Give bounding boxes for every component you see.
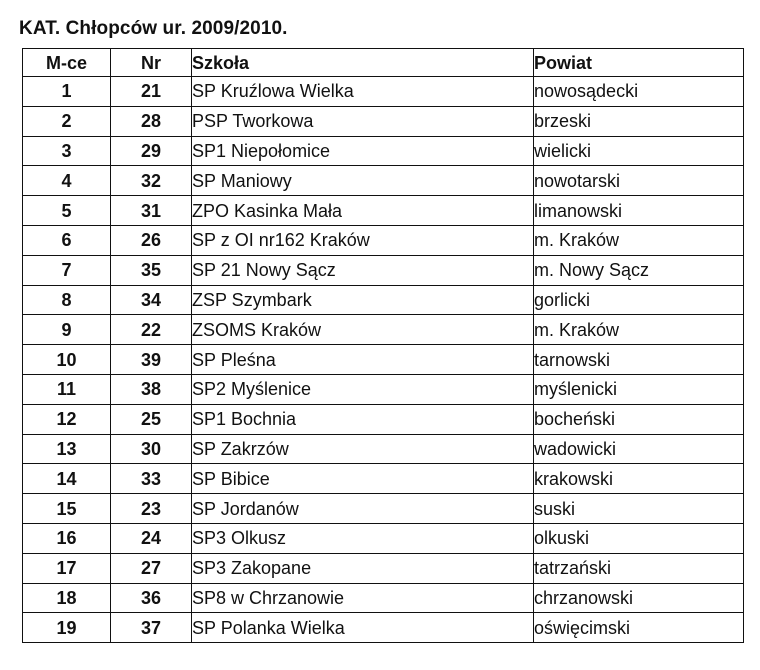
cell-county: brzeski [534,106,744,136]
cell-school: ZPO Kasinka Mała [192,196,534,226]
cell-school: SP z OI nr162 Kraków [192,225,534,255]
cell-school: SP8 w Chrzanowie [192,583,534,613]
cell-number: 28 [111,106,192,136]
cell-number: 34 [111,285,192,315]
cell-number: 22 [111,315,192,345]
cell-number: 23 [111,494,192,524]
cell-number: 24 [111,523,192,553]
table-header [23,49,744,77]
table-row [23,77,744,107]
cell-place: 14 [23,464,111,494]
cell-place: 6 [23,225,111,255]
table-row [23,285,744,315]
table-row [23,166,744,196]
cell-number: 31 [111,196,192,226]
cell-place: 3 [23,136,111,166]
cell-county: limanowski [534,196,744,226]
cell-county: gorlicki [534,285,744,315]
table-row [23,136,744,166]
cell-county: wadowicki [534,434,744,464]
cell-number: 27 [111,553,192,583]
cell-number: 39 [111,345,192,375]
cell-school: SP Bibice [192,464,534,494]
cell-number: 29 [111,136,192,166]
cell-school: SP1 Bochnia [192,404,534,434]
table-row [23,613,744,643]
cell-county: bocheński [534,404,744,434]
cell-number: 38 [111,374,192,404]
table-row [23,196,744,226]
header-row [23,49,744,77]
cell-county: oświęcimski [534,613,744,643]
cell-place: 19 [23,613,111,643]
cell-school: SP1 Niepołomice [192,136,534,166]
cell-county: tatrzański [534,553,744,583]
cell-number: 35 [111,255,192,285]
cell-school: SP Polanka Wielka [192,613,534,643]
cell-place: 9 [23,315,111,345]
cell-number: 30 [111,434,192,464]
cell-number: 26 [111,225,192,255]
cell-number: 21 [111,77,192,107]
cell-county: chrzanowski [534,583,744,613]
cell-county: suski [534,494,744,524]
table-row [23,374,744,404]
cell-place: 4 [23,166,111,196]
table-row [23,404,744,434]
cell-place: 8 [23,285,111,315]
table-body [23,77,744,643]
cell-number: 36 [111,583,192,613]
cell-county: krakowski [534,464,744,494]
cell-county: nowotarski [534,166,744,196]
cell-place: 5 [23,196,111,226]
table-row [23,523,744,553]
table-row [23,553,744,583]
cell-place: 15 [23,494,111,524]
cell-school: ZSP Szymbark [192,285,534,315]
cell-school: ZSOMS Kraków [192,315,534,345]
cell-school: SP Maniowy [192,166,534,196]
cell-place: 1 [23,77,111,107]
cell-school: PSP Tworkowa [192,106,534,136]
table-row [23,494,744,524]
cell-place: 13 [23,434,111,464]
cell-place: 11 [23,374,111,404]
cell-school: SP Kruźlowa Wielka [192,77,534,107]
cell-county: nowosądecki [534,77,744,107]
cell-place: 7 [23,255,111,285]
cell-place: 17 [23,553,111,583]
cell-school: SP 21 Nowy Sącz [192,255,534,285]
header-place: M-ce [23,49,111,77]
cell-county: tarnowski [534,345,744,375]
cell-school: SP Zakrzów [192,434,534,464]
header-number: Nr [111,49,192,77]
cell-county: m. Nowy Sącz [534,255,744,285]
header-school: Szkoła [192,49,534,77]
cell-county: myślenicki [534,374,744,404]
cell-school: SP3 Zakopane [192,553,534,583]
cell-place: 16 [23,523,111,553]
table-row [23,583,744,613]
cell-county: wielicki [534,136,744,166]
cell-number: 25 [111,404,192,434]
results-table [22,48,744,643]
cell-number: 32 [111,166,192,196]
cell-number: 37 [111,613,192,643]
cell-place: 18 [23,583,111,613]
cell-school: SP Jordanów [192,494,534,524]
cell-school: SP3 Olkusz [192,523,534,553]
table-row [23,255,744,285]
cell-county: m. Kraków [534,315,744,345]
table-row [23,315,744,345]
cell-place: 2 [23,106,111,136]
table-row [23,345,744,375]
table-row [23,225,744,255]
cell-school: SP Pleśna [192,345,534,375]
table-row [23,106,744,136]
page-title: KAT. Chłopców ur. 2009/2010. [19,18,288,39]
cell-place: 12 [23,404,111,434]
header-county: Powiat [534,49,744,77]
cell-school: SP2 Myślenice [192,374,534,404]
table-row [23,434,744,464]
cell-number: 33 [111,464,192,494]
cell-county: olkuski [534,523,744,553]
cell-county: m. Kraków [534,225,744,255]
cell-place: 10 [23,345,111,375]
table-row [23,464,744,494]
